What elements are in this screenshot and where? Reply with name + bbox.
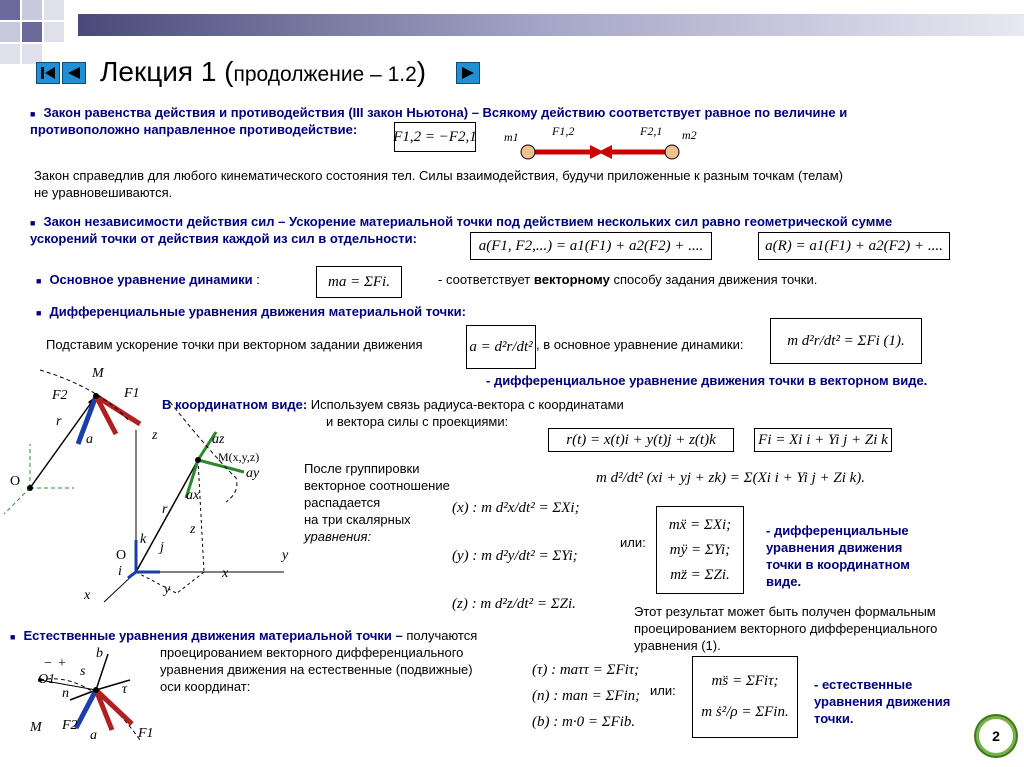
label-m1: m1	[504, 130, 519, 144]
basic-equation-formula: ma = ΣFi.	[316, 266, 402, 298]
label-Mxyz: M(x,y,z)	[218, 450, 260, 464]
short-eq-x: mẍ = ΣXi;	[668, 516, 732, 533]
coord-desc2: уравнения движения	[766, 540, 903, 555]
grouping-text3: распадается	[304, 495, 381, 510]
short-eq-z: mz̈ = ΣZi.	[670, 566, 730, 583]
ili-1: или:	[620, 535, 646, 550]
natural-desc3: точки.	[814, 711, 854, 726]
radius-vector-formula: r(t) = x(t)i + y(t)j + z(t)k	[548, 428, 734, 452]
ili-2: или:	[650, 683, 676, 698]
label-r2: r	[162, 502, 168, 517]
label-k: k	[140, 532, 147, 547]
eq-x: (x) : m d²x/dt² = ΣXi;	[452, 500, 580, 516]
section-basic-equation: ■ Основное уравнение динамики :	[36, 272, 260, 287]
label-x: x	[84, 588, 91, 603]
label-s: s	[80, 664, 86, 679]
bullet-icon: ■	[36, 308, 42, 318]
prev-icon	[63, 63, 85, 83]
label-ay: ay	[246, 466, 260, 481]
grouping-text2: векторное соотношение	[304, 478, 450, 493]
bullet-icon: ■	[36, 276, 42, 286]
eq-y: (y) : m d²y/dt² = ΣYi;	[452, 548, 578, 564]
result-text2: проецированием векторного дифференциального	[634, 621, 938, 636]
label-j: j	[160, 540, 164, 555]
superposition-line2: ускорений точки от действия каждой из сил в отдельности:	[30, 231, 417, 246]
superposition-formula2: a(R) = a1(F1) + a2(F2) + ....	[758, 232, 950, 260]
label-a: a	[86, 432, 93, 447]
natural-short-1: ms̈ = ΣFiτ;	[711, 673, 779, 689]
first-icon	[37, 63, 59, 83]
deco-square	[0, 22, 20, 42]
nav-left-group	[36, 62, 88, 84]
natural-desc1: - естественные	[814, 677, 913, 692]
label-x2: x	[222, 566, 229, 581]
label-z2: z	[190, 522, 196, 537]
label-m2: m2	[682, 128, 697, 142]
natural-short-2: m ṡ²/ρ = ΣFin.	[701, 704, 789, 720]
section-superposition: ■ Закон независимости действия сил – Ускорение материальной точки под действием нескольких сил равно геометрической сумме	[30, 214, 893, 229]
label-minus: −	[44, 656, 52, 671]
section-diff-equations: ■ Дифференциальные уравнения движения материальной точки:	[36, 304, 466, 319]
natural-text1: проецированием векторного дифференциального	[160, 645, 464, 660]
grouping-text5: уравнения:	[304, 529, 372, 544]
vector-diff-result: - дифференциальное уравнение движения точки в векторном виде.	[486, 373, 928, 388]
prev-slide-button[interactable]	[62, 62, 86, 84]
page-title: Лекция 1 (продолжение – 1.2)	[100, 56, 427, 87]
label-y2: y	[164, 582, 171, 597]
short-eq-y: mÿ = ΣYi;	[669, 541, 731, 558]
eq-z: (z) : m d²z/dt² = ΣZi.	[452, 596, 576, 612]
expanded-equation: m d²/dt² (xi + yj + zk) = Σ(Xi i + Yi j + Zi k).	[596, 470, 866, 486]
label-O1: O1	[38, 672, 56, 687]
natural-desc2: уравнения движения	[814, 694, 951, 709]
label-r: r	[56, 414, 62, 429]
coord-text2: и вектора силы с проекциями:	[326, 414, 509, 429]
bullet-icon: ■	[10, 632, 16, 642]
page-number-badge: 2	[976, 716, 1016, 756]
grouping-text4: на три скалярных	[304, 512, 411, 527]
newton3-formula: F1,2 = −F2,1	[394, 122, 476, 152]
accel-formula: a = d²r/dt²	[466, 325, 536, 369]
label-O2: O	[116, 548, 127, 563]
superposition-formula1: a(F1, F2,...) = a1(F1) + a2(F2) + ....	[470, 232, 712, 260]
natural-eq-tau: (τ) : maττ = ΣFiτ;	[532, 662, 640, 678]
deco-square	[22, 44, 42, 64]
coordinate-short-box	[656, 506, 744, 594]
nav-right-group	[456, 62, 482, 84]
two-mass-diagram	[500, 118, 710, 168]
label-plus: +	[58, 656, 66, 671]
grouping-text1: После группировки	[304, 461, 420, 476]
newton3-line2: противоположно направленное противодействие:	[30, 122, 358, 137]
natural-text2: уравнения движения на естественные (подвижные)	[160, 662, 473, 677]
label-M2: M	[30, 720, 42, 735]
natural-eq-b: (b) : m·0 = ΣFib.	[532, 714, 636, 730]
label-y: y	[282, 548, 289, 563]
newton3-note1: Закон справедлив для любого кинематического состояния тел. Силы взаимодействия, будучи приложенные к разным точкам (телам)	[34, 168, 843, 183]
deco-square	[22, 0, 42, 20]
header-bar	[78, 14, 1024, 36]
basic-equation-desc: - соответствует векторному способу задания движения точки.	[438, 272, 818, 287]
next-slide-button[interactable]	[456, 62, 480, 84]
deco-square	[0, 44, 20, 64]
label-f21: F2,1	[640, 124, 663, 138]
label-z: z	[152, 428, 158, 443]
deco-square	[44, 0, 64, 20]
force-vector-formula: Fi = Xi i + Yi j + Zi k	[754, 428, 892, 452]
label-O: O	[10, 474, 21, 489]
coord-desc4: виде.	[766, 574, 802, 589]
bullet-icon: ■	[30, 109, 36, 119]
label-n: n	[62, 686, 69, 701]
label-F2: F2	[52, 388, 68, 403]
next-icon	[457, 63, 479, 83]
label-az: az	[212, 432, 225, 447]
label-f12: F1,2	[552, 124, 575, 138]
deco-square	[44, 22, 64, 42]
deco-square	[0, 0, 20, 20]
coord-header: В координатном виде: Используем связь радиуса-вектора с координатами	[162, 397, 624, 412]
natural-text3: оси координат:	[160, 679, 251, 694]
into-text: , в основное уравнение динамики:	[536, 337, 744, 352]
natural-eq-n: (n) : man = ΣFin;	[532, 688, 641, 704]
subst-text: Подставим ускорение точки при векторном задании движения	[46, 337, 423, 352]
label-ax: ax	[186, 488, 200, 503]
label-M: M	[92, 366, 104, 381]
vector-diff-equation: m d²r/dt² = ΣFi (1).	[770, 318, 922, 364]
result-text1: Этот результат может быть получен формальным	[634, 604, 936, 619]
result-text3: уравнения (1).	[634, 638, 721, 653]
label-F1: F1	[124, 386, 140, 401]
bullet-icon: ■	[30, 218, 36, 228]
coord-desc3: точки в координатном	[766, 557, 910, 572]
label-tau: τ	[122, 682, 128, 697]
label-F1b: F1	[138, 726, 154, 741]
label-a2: a	[90, 728, 97, 743]
label-i: i	[118, 564, 122, 579]
label-b: b	[96, 646, 103, 661]
coord-desc1: - дифференциальные	[766, 523, 909, 538]
natural-short-box	[692, 656, 798, 738]
newton3-note2: не уравновешиваются.	[34, 185, 173, 200]
first-slide-button[interactable]	[36, 62, 60, 84]
section-newton3: ■ Закон равенства действия и противодействия (III закон Ньютона) – Всякому действию соответствует равное по величине и	[30, 105, 848, 120]
section-natural: ■ Естественные уравнения движения материальной точки – получаются	[10, 628, 478, 643]
deco-square	[22, 22, 42, 42]
label-F2b: F2	[62, 718, 78, 733]
